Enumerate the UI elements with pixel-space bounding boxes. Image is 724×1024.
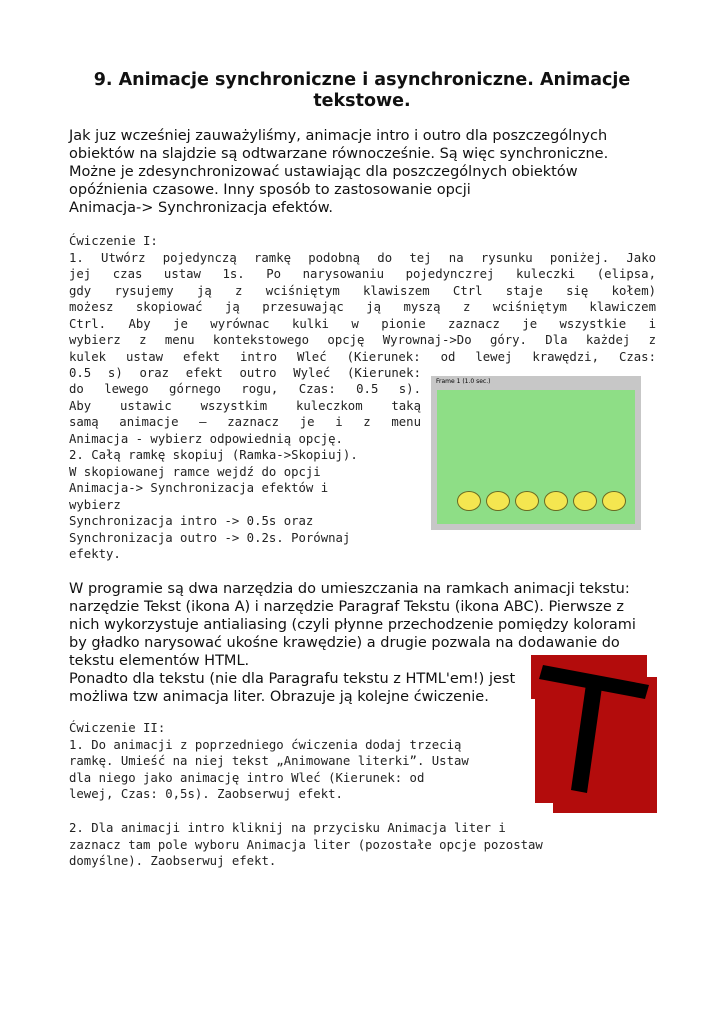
text-line: Ctrl. Aby je wyrównac kulki w pionie zaznacz je wszystkie i bbox=[69, 316, 656, 331]
text-line: W programie są dwa narzędzia do umieszczania na ramkach animacji tekstu: bbox=[69, 581, 630, 597]
text-line: ramkę. Umieść na niej tekst „Animowane literki”. Ustaw bbox=[69, 754, 469, 768]
text-line: samą animacje – zaznacz je i z menu bbox=[69, 415, 421, 429]
exercise-1-continued bbox=[69, 365, 421, 563]
text-line: opóźnienia czasowe. Inny sposób to zastosowanie opcji bbox=[69, 182, 471, 198]
frame-label: Frame 1 (1.0 sec.) bbox=[436, 378, 491, 385]
text-line: Animacja - wybierz odpowiednią opcję. bbox=[69, 431, 343, 446]
text-line: obiektów na slajdzie są odtwarzane równocześnie. Są więc synchroniczne. bbox=[69, 146, 609, 162]
intro-paragraph bbox=[69, 127, 608, 217]
exercise-1 bbox=[69, 233, 656, 365]
yellow-ball bbox=[486, 491, 510, 511]
text-line: 2. Dla animacji intro kliknij na przycisku Animacja liter i bbox=[69, 821, 506, 835]
yellow-ball bbox=[515, 491, 539, 511]
text-line: Synchronizacja outro -> 0.2s. Porównaj bbox=[69, 530, 351, 545]
text-line: domyślne). Zaobserwuj efekt. bbox=[69, 854, 277, 868]
text-line: Możne je zdesynchronizować ustawiając dla poszczególnych obiektów bbox=[69, 164, 578, 180]
exercise-heading: Ćwiczenie I: bbox=[69, 234, 158, 248]
text-line: możliwa tzw animacja liter. Obrazuje ją kolejne ćwiczenie. bbox=[69, 689, 489, 705]
animation-frame-figure bbox=[431, 376, 641, 530]
exercise-2 bbox=[69, 720, 469, 803]
text-line: jej czas ustaw 1s. Po narysowaniu pojedynczrej kuleczki (elipsa, bbox=[69, 267, 656, 281]
exercise-heading: Ćwiczenie II: bbox=[69, 721, 166, 735]
yellow-ball bbox=[457, 491, 481, 511]
text-line: wybierz bbox=[69, 497, 121, 512]
title-line-2: tekstowe. bbox=[313, 91, 411, 111]
text-line: Jak juz wcześniej zauważyliśmy, animacje intro i outro dla poszczególnych bbox=[69, 128, 608, 144]
text-line: 0.5 s) oraz efekt outro Wyleć (Kierunek: bbox=[69, 365, 421, 380]
text-line: tekstu elementów HTML. bbox=[69, 653, 250, 669]
page-title bbox=[90, 70, 634, 112]
text-line: Animacja-> Synchronizacja efektów. bbox=[69, 200, 333, 216]
text-line: Ponadto dla tekstu (nie dla Paragrafu tekstu z HTML'em!) jest bbox=[69, 671, 516, 687]
text-line: narzędzie Tekst (ikona A) i narzędzie Paragraf Tekstu (ikona ABC). Pierwsze z bbox=[69, 599, 624, 615]
text-line: nich wykorzystuje antialiasing (czyli płynne przechodzenie pomiędzy kolorami bbox=[69, 617, 636, 633]
text-line: W skopiowanej ramce wejdź do opcji bbox=[69, 464, 321, 479]
text-line: gdy rysujemy ją z wciśniętym klawiszem Ctrl staje się kołem) bbox=[69, 283, 656, 298]
text-line: kulek ustaw efekt intro Wleć (Kierunek: od lewej krawędzi, Czas: bbox=[69, 349, 656, 364]
text-line: lewej, Czas: 0,5s). Zaobserwuj efekt. bbox=[69, 787, 343, 801]
text-line: możesz skopiować ją przesuwając ją myszą z wciśniętym klawiczem bbox=[69, 300, 656, 314]
text-line: 1. Do animacji z poprzedniego ćwiczenia dodaj trzecią bbox=[69, 737, 462, 752]
yellow-ball bbox=[544, 491, 568, 511]
text-line: 2. Całą ramkę skopiuj (Ramka->Skopiuj). bbox=[69, 448, 358, 462]
text-line: by gładko narysować ukośne krawędzie) a drugie pozwala na dodawanie do bbox=[69, 635, 620, 651]
text-line: zaznacz tam pole wyboru Animacja liter (pozostałe opcje pozostaw bbox=[69, 837, 543, 852]
exercise-2-step-2 bbox=[69, 820, 543, 870]
frame-stage bbox=[437, 390, 635, 524]
text-line: efekty. bbox=[69, 547, 121, 561]
text-line: Synchronizacja intro -> 0.5s oraz bbox=[69, 514, 314, 528]
letter-t-image bbox=[521, 655, 657, 813]
text-line: dla niego jako animację intro Wleć (Kierunek: od bbox=[69, 770, 425, 785]
yellow-ball bbox=[573, 491, 597, 511]
text-line: wybierz z menu kontekstowego opcję Wyrownaj->Do góry. Dla każdej z bbox=[69, 333, 656, 347]
text-line: Aby ustawic wszystkim kuleczkom taką bbox=[69, 398, 421, 413]
text-line: Animacja-> Synchronizacja efektów i bbox=[69, 481, 329, 495]
yellow-ball bbox=[602, 491, 626, 511]
text-line: do lewego górnego rogu, Czas: 0.5 s). bbox=[69, 382, 421, 396]
title-line-1: 9. Animacje synchroniczne i asynchroniczne. Animacje bbox=[93, 70, 631, 90]
text-line: 1. Utwórz pojedynczą ramkę podobną do tej na rysunku poniżej. Jako bbox=[69, 250, 656, 265]
